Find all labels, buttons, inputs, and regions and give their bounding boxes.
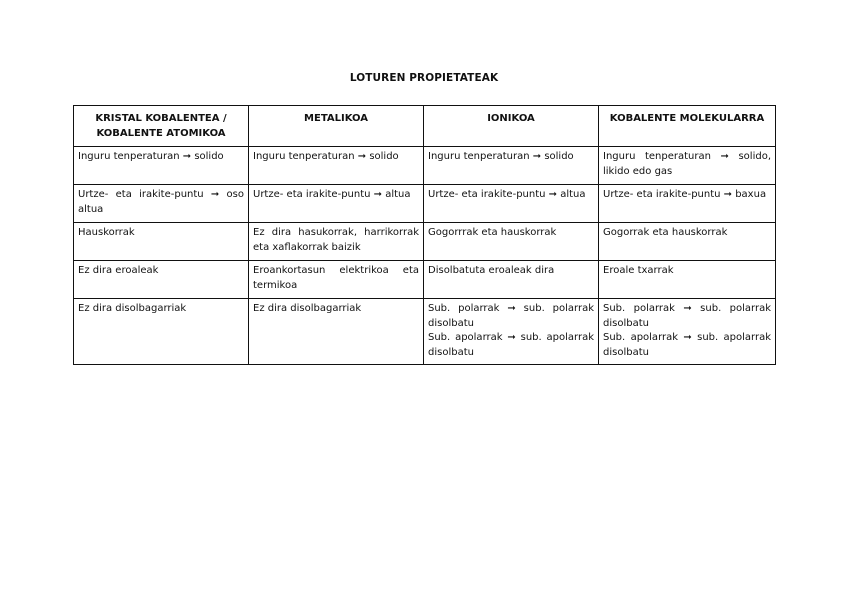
cell-text: Urtze- eta irakite-puntu ➞ altua xyxy=(253,189,411,200)
table-cell xyxy=(249,299,424,365)
header-cell-metallic xyxy=(249,106,424,147)
table-cell xyxy=(599,299,776,365)
cell-text: Sub. polarrak ➞ sub. polarrak disolbatu xyxy=(603,303,771,329)
cell-text: Ez dira disolbagarriak xyxy=(78,303,187,314)
table-row xyxy=(74,299,776,365)
table-cell xyxy=(424,299,599,365)
table-cell xyxy=(424,261,599,299)
header-line: KOBALENTE MOLEKULARRA xyxy=(609,113,765,124)
table-cell xyxy=(249,185,424,223)
cell-text: Sub. apolarrak ➞ sub. apolarrak disolbatu xyxy=(428,332,594,358)
table-cell xyxy=(249,147,424,185)
table-cell xyxy=(599,261,776,299)
table-cell xyxy=(424,147,599,185)
header-cell-covalent-crystal xyxy=(74,106,249,147)
cell-text: Inguru tenperaturan ➞ solido xyxy=(428,151,574,162)
header-line: KOBALENTE ATOMIKOA xyxy=(96,127,226,139)
header-line: METALIKOA xyxy=(304,113,368,124)
table-row xyxy=(74,261,776,299)
header-cell-ionic xyxy=(424,106,599,147)
cell-text: Ez dira disolbagarriak xyxy=(253,303,362,314)
table-cell xyxy=(74,261,249,299)
cell-text: Hauskorrak xyxy=(78,227,135,238)
table-cell xyxy=(599,223,776,261)
table-row xyxy=(74,223,776,261)
table-cell xyxy=(599,147,776,185)
cell-text: Eroankortasun elektrikoa eta termikoa xyxy=(253,265,419,291)
cell-text: Urtze- eta irakite-puntu ➞ altua xyxy=(428,189,586,200)
table-cell xyxy=(249,261,424,299)
cell-text: Inguru tenperaturan ➞ solido, likido edo gas xyxy=(603,151,771,177)
table-row xyxy=(74,147,776,185)
document-title: LOTUREN PROPIETATEAK xyxy=(349,72,499,84)
cell-text: Gogorrak eta hauskorrak xyxy=(603,227,728,238)
table-cell xyxy=(424,185,599,223)
header-line: IONIKOA xyxy=(487,113,535,124)
table-cell xyxy=(424,223,599,261)
cell-text: Inguru tenperaturan ➞ solido xyxy=(253,151,399,162)
cell-text: Ez dira hasukorrak, harrikorrak eta xaflakorrak baizik xyxy=(253,227,419,253)
table-cell xyxy=(74,185,249,223)
table-cell xyxy=(74,223,249,261)
cell-text: Ez dira eroaleak xyxy=(78,265,159,276)
cell-text: Inguru tenperaturan ➞ solido xyxy=(78,151,224,162)
cell-text: Eroale txarrak xyxy=(603,265,674,276)
header-cell-molecular-covalent xyxy=(599,106,776,147)
table-cell xyxy=(599,185,776,223)
table-cell xyxy=(74,299,249,365)
table-header-row xyxy=(74,106,776,147)
cell-text: Urtze- eta irakite-puntu ➞ oso altua xyxy=(78,189,244,215)
table-cell xyxy=(74,147,249,185)
cell-text: Urtze- eta irakite-puntu ➞ baxua xyxy=(603,189,767,200)
cell-text: Gogorrrak eta hauskorrak xyxy=(428,227,557,238)
cell-text: Disolbatuta eroaleak dira xyxy=(428,265,555,276)
properties-table xyxy=(73,105,776,365)
table-cell xyxy=(249,223,424,261)
table-row xyxy=(74,185,776,223)
cell-text: Sub. polarrak ➞ sub. polarrak disolbatu xyxy=(428,303,594,329)
header-line: KRISTAL KOBALENTEA / xyxy=(95,113,227,124)
cell-text: Sub. apolarrak ➞ sub. apolarrak disolbatu xyxy=(603,332,771,358)
